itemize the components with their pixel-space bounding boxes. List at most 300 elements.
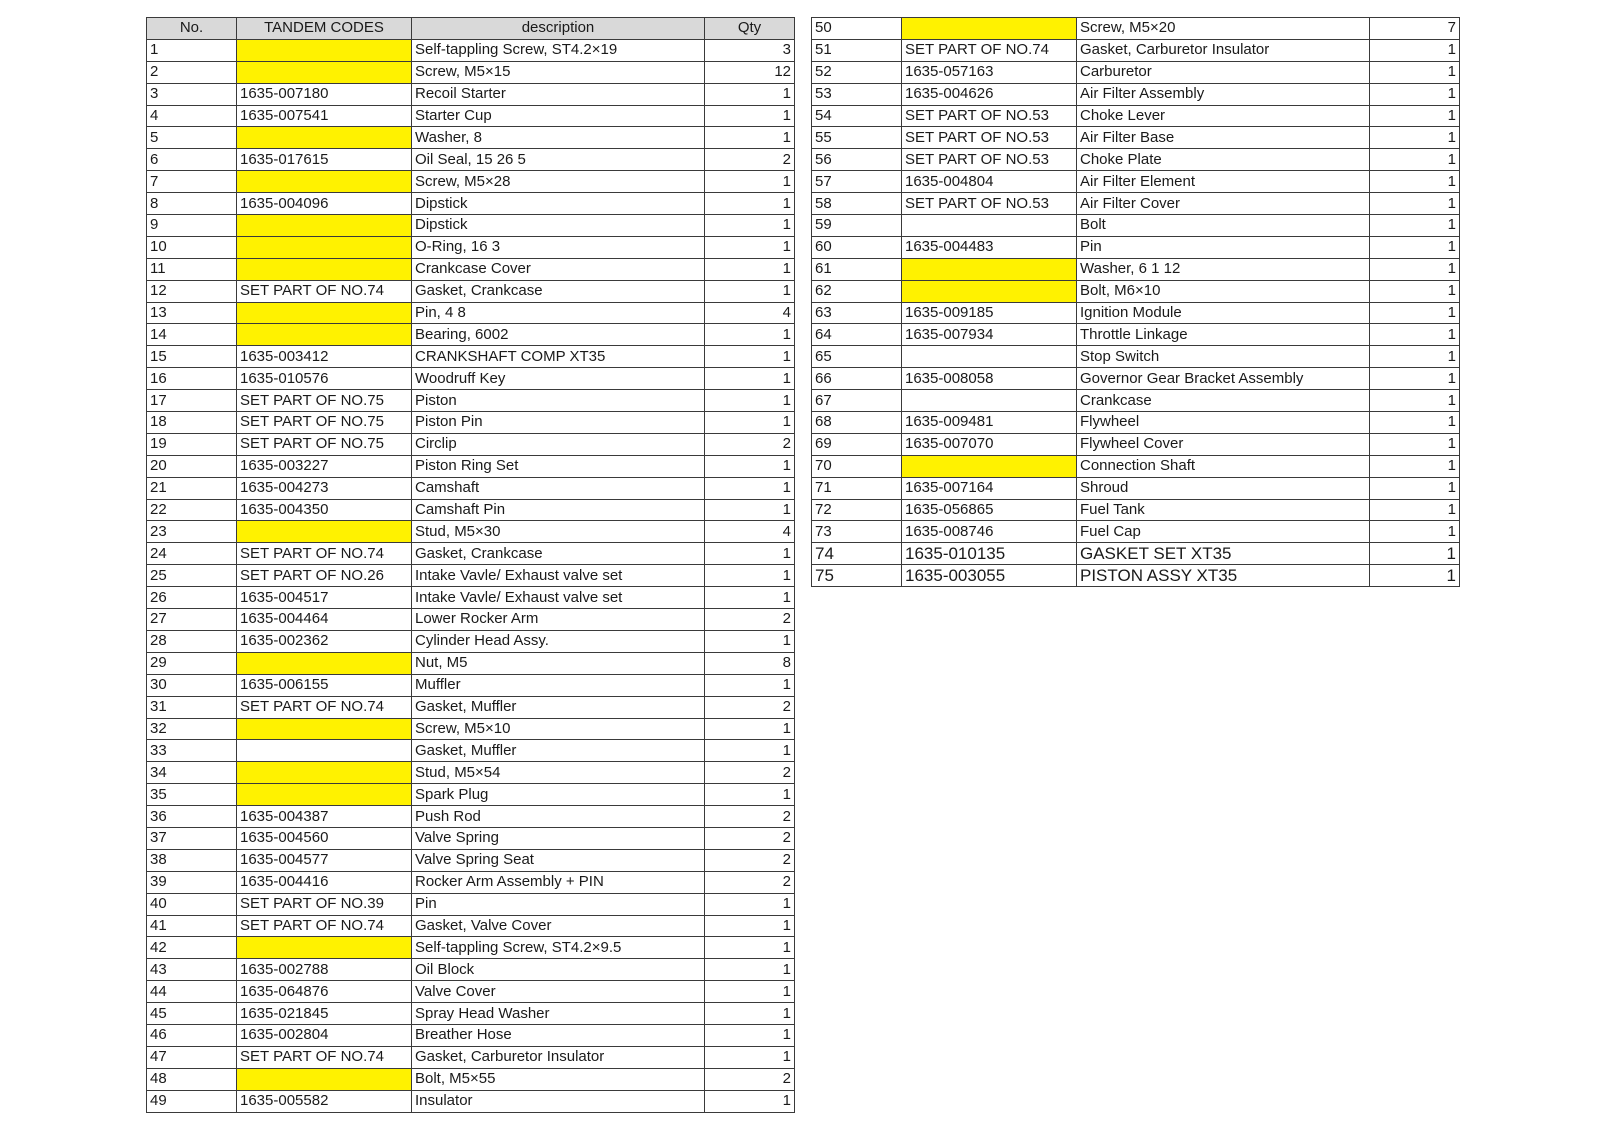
- table-row: [147, 105, 795, 127]
- table-row: [147, 302, 795, 324]
- tandem-code-cell: SET PART OF NO.74: [237, 696, 412, 718]
- qty-cell: 1: [1370, 324, 1460, 346]
- part-number-cell: 37: [147, 827, 237, 849]
- qty-cell: 4: [705, 521, 795, 543]
- part-number-cell: 63: [812, 302, 902, 324]
- table-row: [147, 565, 795, 587]
- description-cell: Gasket, Valve Cover: [412, 915, 705, 937]
- tandem-code-cell: 1635-002804: [237, 1024, 412, 1046]
- table-row: [147, 543, 795, 565]
- qty-cell: 2: [705, 827, 795, 849]
- qty-cell: 1: [1370, 83, 1460, 105]
- description-cell: Screw, M5×20: [1077, 18, 1370, 40]
- part-number-cell: 45: [147, 1003, 237, 1025]
- table-row: [147, 171, 795, 193]
- qty-cell: 1: [1370, 412, 1460, 434]
- tandem-code-cell: 1635-004096: [237, 193, 412, 215]
- tandem-code-cell: 1635-056865: [902, 499, 1077, 521]
- part-number-cell: 48: [147, 1068, 237, 1090]
- description-cell: Intake Vavle/ Exhaust valve set: [412, 587, 705, 609]
- table-row: [147, 521, 795, 543]
- qty-cell: 1: [705, 215, 795, 237]
- table-row: [147, 499, 795, 521]
- part-number-cell: 31: [147, 696, 237, 718]
- description-cell: Crankcase: [1077, 390, 1370, 412]
- part-number-cell: 72: [812, 499, 902, 521]
- part-number-cell: 68: [812, 412, 902, 434]
- part-number-cell: 41: [147, 915, 237, 937]
- qty-cell: 1: [1370, 280, 1460, 302]
- tandem-code-cell: [237, 521, 412, 543]
- table-row: [147, 652, 795, 674]
- description-cell: Push Rod: [412, 806, 705, 828]
- qty-cell: 1: [1370, 171, 1460, 193]
- tandem-code-cell: 1635-002362: [237, 630, 412, 652]
- part-number-cell: 16: [147, 368, 237, 390]
- description-cell: Pin, 4 8: [412, 302, 705, 324]
- tandem-code-cell: 1635-007541: [237, 105, 412, 127]
- table-row: [147, 149, 795, 171]
- tandem-code-cell: 1635-004804: [902, 171, 1077, 193]
- table-row: [147, 477, 795, 499]
- qty-cell: 1: [705, 105, 795, 127]
- tandem-code-cell: 1635-004560: [237, 827, 412, 849]
- qty-cell: 1: [705, 784, 795, 806]
- table-row: [147, 280, 795, 302]
- qty-cell: 1: [705, 740, 795, 762]
- part-number-cell: 14: [147, 324, 237, 346]
- table-row: [147, 893, 795, 915]
- table-row: [812, 368, 1460, 390]
- tandem-code-cell: 1635-003227: [237, 455, 412, 477]
- table-row: [147, 784, 795, 806]
- description-cell: Fuel Cap: [1077, 521, 1370, 543]
- qty-cell: 1: [1370, 346, 1460, 368]
- part-number-cell: 43: [147, 959, 237, 981]
- description-cell: Screw, M5×28: [412, 171, 705, 193]
- table-row: [147, 630, 795, 652]
- tandem-code-cell: 1635-021845: [237, 1003, 412, 1025]
- description-cell: PISTON ASSY XT35: [1077, 565, 1370, 587]
- description-cell: Choke Plate: [1077, 149, 1370, 171]
- tandem-code-cell: [902, 215, 1077, 237]
- tandem-code-cell: SET PART OF NO.53: [902, 193, 1077, 215]
- part-number-cell: 30: [147, 674, 237, 696]
- description-cell: Stud, M5×54: [412, 762, 705, 784]
- description-cell: Intake Vavle/ Exhaust valve set: [412, 565, 705, 587]
- part-number-cell: 56: [812, 149, 902, 171]
- qty-cell: 1: [705, 127, 795, 149]
- table-row: [812, 193, 1460, 215]
- description-cell: Gasket, Carburetor Insulator: [412, 1046, 705, 1068]
- table-row: [812, 346, 1460, 368]
- part-number-cell: 50: [812, 18, 902, 40]
- part-number-cell: 42: [147, 937, 237, 959]
- part-number-cell: 12: [147, 280, 237, 302]
- description-cell: Washer, 8: [412, 127, 705, 149]
- header-code: TANDEM CODES: [237, 18, 412, 40]
- description-cell: Oil Seal, 15 26 5: [412, 149, 705, 171]
- qty-cell: 1: [705, 1046, 795, 1068]
- tandem-code-cell: [237, 215, 412, 237]
- tandem-code-cell: SET PART OF NO.26: [237, 565, 412, 587]
- tandem-code-cell: 1635-007180: [237, 83, 412, 105]
- description-cell: Gasket, Crankcase: [412, 543, 705, 565]
- qty-cell: 2: [705, 609, 795, 631]
- part-number-cell: 21: [147, 477, 237, 499]
- part-number-cell: 13: [147, 302, 237, 324]
- table-row: [147, 61, 795, 83]
- part-number-cell: 23: [147, 521, 237, 543]
- table-row: [812, 18, 1460, 40]
- tandem-code-cell: SET PART OF NO.53: [902, 149, 1077, 171]
- description-cell: Rocker Arm Assembly + PIN: [412, 871, 705, 893]
- part-number-cell: 4: [147, 105, 237, 127]
- description-cell: Self-tappling Screw, ST4.2×9.5: [412, 937, 705, 959]
- tandem-code-cell: [237, 171, 412, 193]
- table-row: [812, 39, 1460, 61]
- table-row: [812, 499, 1460, 521]
- qty-cell: 1: [705, 565, 795, 587]
- part-number-cell: 3: [147, 83, 237, 105]
- table-row: [147, 455, 795, 477]
- qty-cell: 1: [1370, 193, 1460, 215]
- qty-cell: 2: [705, 149, 795, 171]
- part-number-cell: 60: [812, 236, 902, 258]
- tandem-code-cell: [237, 258, 412, 280]
- tandem-code-cell: 1635-017615: [237, 149, 412, 171]
- part-number-cell: 57: [812, 171, 902, 193]
- tandem-code-cell: 1635-002788: [237, 959, 412, 981]
- qty-cell: 1: [1370, 302, 1460, 324]
- part-number-cell: 6: [147, 149, 237, 171]
- description-cell: Bolt, M5×55: [412, 1068, 705, 1090]
- qty-cell: 1: [705, 1090, 795, 1112]
- description-cell: Stop Switch: [1077, 346, 1370, 368]
- description-cell: Air Filter Cover: [1077, 193, 1370, 215]
- description-cell: CRANKSHAFT COMP XT35: [412, 346, 705, 368]
- table-row: [147, 871, 795, 893]
- qty-cell: 12: [705, 61, 795, 83]
- qty-cell: 1: [1370, 390, 1460, 412]
- part-number-cell: 15: [147, 346, 237, 368]
- qty-cell: 1: [1370, 105, 1460, 127]
- tandem-code-cell: 1635-004416: [237, 871, 412, 893]
- tandem-code-cell: 1635-010135: [902, 543, 1077, 565]
- qty-cell: 1: [1370, 215, 1460, 237]
- tandem-code-cell: 1635-008746: [902, 521, 1077, 543]
- table-row: [812, 302, 1460, 324]
- description-cell: Piston Pin: [412, 412, 705, 434]
- table-row: [147, 412, 795, 434]
- description-cell: Carburetor: [1077, 61, 1370, 83]
- tandem-code-cell: 1635-010576: [237, 368, 412, 390]
- tandem-code-cell: [237, 302, 412, 324]
- description-cell: Flywheel Cover: [1077, 433, 1370, 455]
- description-cell: Stud, M5×30: [412, 521, 705, 543]
- description-cell: Camshaft: [412, 477, 705, 499]
- qty-cell: 2: [705, 696, 795, 718]
- description-cell: Bolt, M6×10: [1077, 280, 1370, 302]
- qty-cell: 2: [705, 871, 795, 893]
- tandem-code-cell: [902, 258, 1077, 280]
- tandem-code-cell: SET PART OF NO.75: [237, 433, 412, 455]
- qty-cell: 1: [1370, 543, 1460, 565]
- description-cell: Breather Hose: [412, 1024, 705, 1046]
- qty-cell: 1: [1370, 477, 1460, 499]
- qty-cell: 1: [705, 1024, 795, 1046]
- table-row: [812, 477, 1460, 499]
- tandem-code-cell: 1635-003055: [902, 565, 1077, 587]
- table-row: [147, 258, 795, 280]
- part-number-cell: 2: [147, 61, 237, 83]
- part-number-cell: 1: [147, 39, 237, 61]
- table-row: [147, 346, 795, 368]
- qty-cell: 1: [705, 477, 795, 499]
- description-cell: Piston: [412, 390, 705, 412]
- qty-cell: 2: [705, 1068, 795, 1090]
- qty-cell: 1: [705, 937, 795, 959]
- qty-cell: 1: [705, 959, 795, 981]
- tandem-code-cell: 1635-004483: [902, 236, 1077, 258]
- table-row: [147, 981, 795, 1003]
- part-number-cell: 39: [147, 871, 237, 893]
- qty-cell: 1: [705, 346, 795, 368]
- table-row: [147, 674, 795, 696]
- qty-cell: 1: [705, 236, 795, 258]
- table-row: [147, 193, 795, 215]
- tandem-code-cell: 1635-005582: [237, 1090, 412, 1112]
- description-cell: Washer, 6 1 12: [1077, 258, 1370, 280]
- description-cell: Piston Ring Set: [412, 455, 705, 477]
- table-row: [147, 587, 795, 609]
- qty-cell: 1: [1370, 258, 1460, 280]
- part-number-cell: 9: [147, 215, 237, 237]
- table-row: [812, 171, 1460, 193]
- tandem-code-cell: SET PART OF NO.53: [902, 105, 1077, 127]
- description-cell: Governor Gear Bracket Assembly: [1077, 368, 1370, 390]
- tandem-code-cell: [237, 762, 412, 784]
- table-row: [147, 39, 795, 61]
- table-row: [147, 959, 795, 981]
- description-cell: Screw, M5×15: [412, 61, 705, 83]
- qty-cell: 2: [705, 762, 795, 784]
- tandem-code-cell: [237, 324, 412, 346]
- tandem-code-cell: [237, 127, 412, 149]
- part-number-cell: 17: [147, 390, 237, 412]
- part-number-cell: 22: [147, 499, 237, 521]
- header-no: No.: [147, 18, 237, 40]
- table-row: [147, 1068, 795, 1090]
- description-cell: O-Ring, 16 3: [412, 236, 705, 258]
- part-number-cell: 8: [147, 193, 237, 215]
- qty-cell: 1: [705, 893, 795, 915]
- description-cell: Shroud: [1077, 477, 1370, 499]
- tandem-code-cell: [237, 718, 412, 740]
- table-row: [812, 455, 1460, 477]
- qty-cell: 1: [705, 674, 795, 696]
- table-row: [147, 915, 795, 937]
- qty-cell: 1: [705, 324, 795, 346]
- part-number-cell: 5: [147, 127, 237, 149]
- tandem-code-cell: SET PART OF NO.74: [902, 39, 1077, 61]
- table-row: [147, 696, 795, 718]
- description-cell: Spray Head Washer: [412, 1003, 705, 1025]
- qty-cell: 1: [1370, 39, 1460, 61]
- tandem-code-cell: [237, 784, 412, 806]
- tandem-code-cell: [902, 346, 1077, 368]
- qty-cell: 1: [705, 390, 795, 412]
- part-number-cell: 28: [147, 630, 237, 652]
- table-row: [147, 740, 795, 762]
- qty-cell: 3: [705, 39, 795, 61]
- tandem-code-cell: 1635-009185: [902, 302, 1077, 324]
- table-row: [147, 127, 795, 149]
- description-cell: Self-tappling Screw, ST4.2×19: [412, 39, 705, 61]
- description-cell: Gasket, Muffler: [412, 696, 705, 718]
- table-row: [147, 849, 795, 871]
- part-number-cell: 61: [812, 258, 902, 280]
- qty-cell: 1: [705, 915, 795, 937]
- part-number-cell: 66: [812, 368, 902, 390]
- qty-cell: 1: [705, 258, 795, 280]
- tandem-code-cell: 1635-008058: [902, 368, 1077, 390]
- table-row: [812, 390, 1460, 412]
- qty-cell: 1: [705, 499, 795, 521]
- part-number-cell: 62: [812, 280, 902, 302]
- table-row: [147, 827, 795, 849]
- table-row: [812, 215, 1460, 237]
- tandem-code-cell: 1635-004464: [237, 609, 412, 631]
- table-row: [147, 236, 795, 258]
- description-cell: Lower Rocker Arm: [412, 609, 705, 631]
- table-row: [147, 937, 795, 959]
- qty-cell: 1: [1370, 236, 1460, 258]
- description-cell: Throttle Linkage: [1077, 324, 1370, 346]
- table-row: [812, 521, 1460, 543]
- description-cell: Muffler: [412, 674, 705, 696]
- qty-cell: 1: [705, 587, 795, 609]
- table-row: [147, 718, 795, 740]
- tandem-code-cell: 1635-004626: [902, 83, 1077, 105]
- part-number-cell: 69: [812, 433, 902, 455]
- qty-cell: 8: [705, 652, 795, 674]
- table-row: [147, 1024, 795, 1046]
- description-cell: Ignition Module: [1077, 302, 1370, 324]
- tandem-code-cell: 1635-007164: [902, 477, 1077, 499]
- header-qty: Qty: [705, 18, 795, 40]
- table-row: [147, 1090, 795, 1112]
- table-row: [147, 324, 795, 346]
- description-cell: Dipstick: [412, 215, 705, 237]
- table-row: [812, 280, 1460, 302]
- tandem-code-cell: [902, 280, 1077, 302]
- qty-cell: 1: [1370, 433, 1460, 455]
- description-cell: Choke Lever: [1077, 105, 1370, 127]
- part-number-cell: 71: [812, 477, 902, 499]
- tandem-code-cell: [902, 390, 1077, 412]
- part-number-cell: 54: [812, 105, 902, 127]
- tandem-code-cell: SET PART OF NO.75: [237, 390, 412, 412]
- part-number-cell: 46: [147, 1024, 237, 1046]
- table-row: [812, 149, 1460, 171]
- description-cell: Gasket, Muffler: [412, 740, 705, 762]
- qty-cell: 1: [705, 280, 795, 302]
- description-cell: Cylinder Head Assy.: [412, 630, 705, 652]
- tandem-code-cell: SET PART OF NO.74: [237, 915, 412, 937]
- description-cell: Camshaft Pin: [412, 499, 705, 521]
- tandem-code-cell: [237, 236, 412, 258]
- part-number-cell: 40: [147, 893, 237, 915]
- description-cell: GASKET SET XT35: [1077, 543, 1370, 565]
- qty-cell: 7: [1370, 18, 1460, 40]
- qty-cell: 1: [705, 171, 795, 193]
- description-cell: Dipstick: [412, 193, 705, 215]
- table-row: [812, 433, 1460, 455]
- part-number-cell: 75: [812, 565, 902, 587]
- part-number-cell: 74: [812, 543, 902, 565]
- description-cell: Connection Shaft: [1077, 455, 1370, 477]
- tandem-code-cell: SET PART OF NO.75: [237, 412, 412, 434]
- tandem-code-cell: 1635-004387: [237, 806, 412, 828]
- table-row: [812, 324, 1460, 346]
- description-cell: Screw, M5×10: [412, 718, 705, 740]
- qty-cell: 2: [705, 806, 795, 828]
- part-number-cell: 47: [147, 1046, 237, 1068]
- part-number-cell: 49: [147, 1090, 237, 1112]
- table-row: [147, 609, 795, 631]
- part-number-cell: 19: [147, 433, 237, 455]
- tandem-code-cell: 1635-009481: [902, 412, 1077, 434]
- qty-cell: 2: [705, 433, 795, 455]
- description-cell: Pin: [412, 893, 705, 915]
- header-row: [147, 18, 795, 40]
- tandem-code-cell: [902, 455, 1077, 477]
- table-row: [812, 105, 1460, 127]
- table-row: [812, 565, 1460, 587]
- description-cell: Woodruff Key: [412, 368, 705, 390]
- description-cell: Bolt: [1077, 215, 1370, 237]
- part-number-cell: 27: [147, 609, 237, 631]
- qty-cell: 1: [705, 630, 795, 652]
- description-cell: Starter Cup: [412, 105, 705, 127]
- tandem-code-cell: SET PART OF NO.53: [902, 127, 1077, 149]
- part-number-cell: 51: [812, 39, 902, 61]
- qty-cell: 2: [705, 849, 795, 871]
- tandem-code-cell: 1635-064876: [237, 981, 412, 1003]
- table-row: [147, 83, 795, 105]
- part-number-cell: 26: [147, 587, 237, 609]
- tandem-code-cell: [237, 61, 412, 83]
- part-number-cell: 55: [812, 127, 902, 149]
- tandem-code-cell: 1635-057163: [902, 61, 1077, 83]
- tandem-code-cell: 1635-004517: [237, 587, 412, 609]
- qty-cell: 1: [705, 543, 795, 565]
- part-number-cell: 32: [147, 718, 237, 740]
- description-cell: Air Filter Base: [1077, 127, 1370, 149]
- description-cell: Oil Block: [412, 959, 705, 981]
- description-cell: Crankcase Cover: [412, 258, 705, 280]
- tandem-code-cell: 1635-004350: [237, 499, 412, 521]
- table-row: [147, 215, 795, 237]
- table-row: [147, 806, 795, 828]
- qty-cell: 1: [705, 412, 795, 434]
- tandem-code-cell: [237, 740, 412, 762]
- part-number-cell: 7: [147, 171, 237, 193]
- tandem-code-cell: 1635-004577: [237, 849, 412, 871]
- tandem-code-cell: 1635-003412: [237, 346, 412, 368]
- description-cell: Air Filter Assembly: [1077, 83, 1370, 105]
